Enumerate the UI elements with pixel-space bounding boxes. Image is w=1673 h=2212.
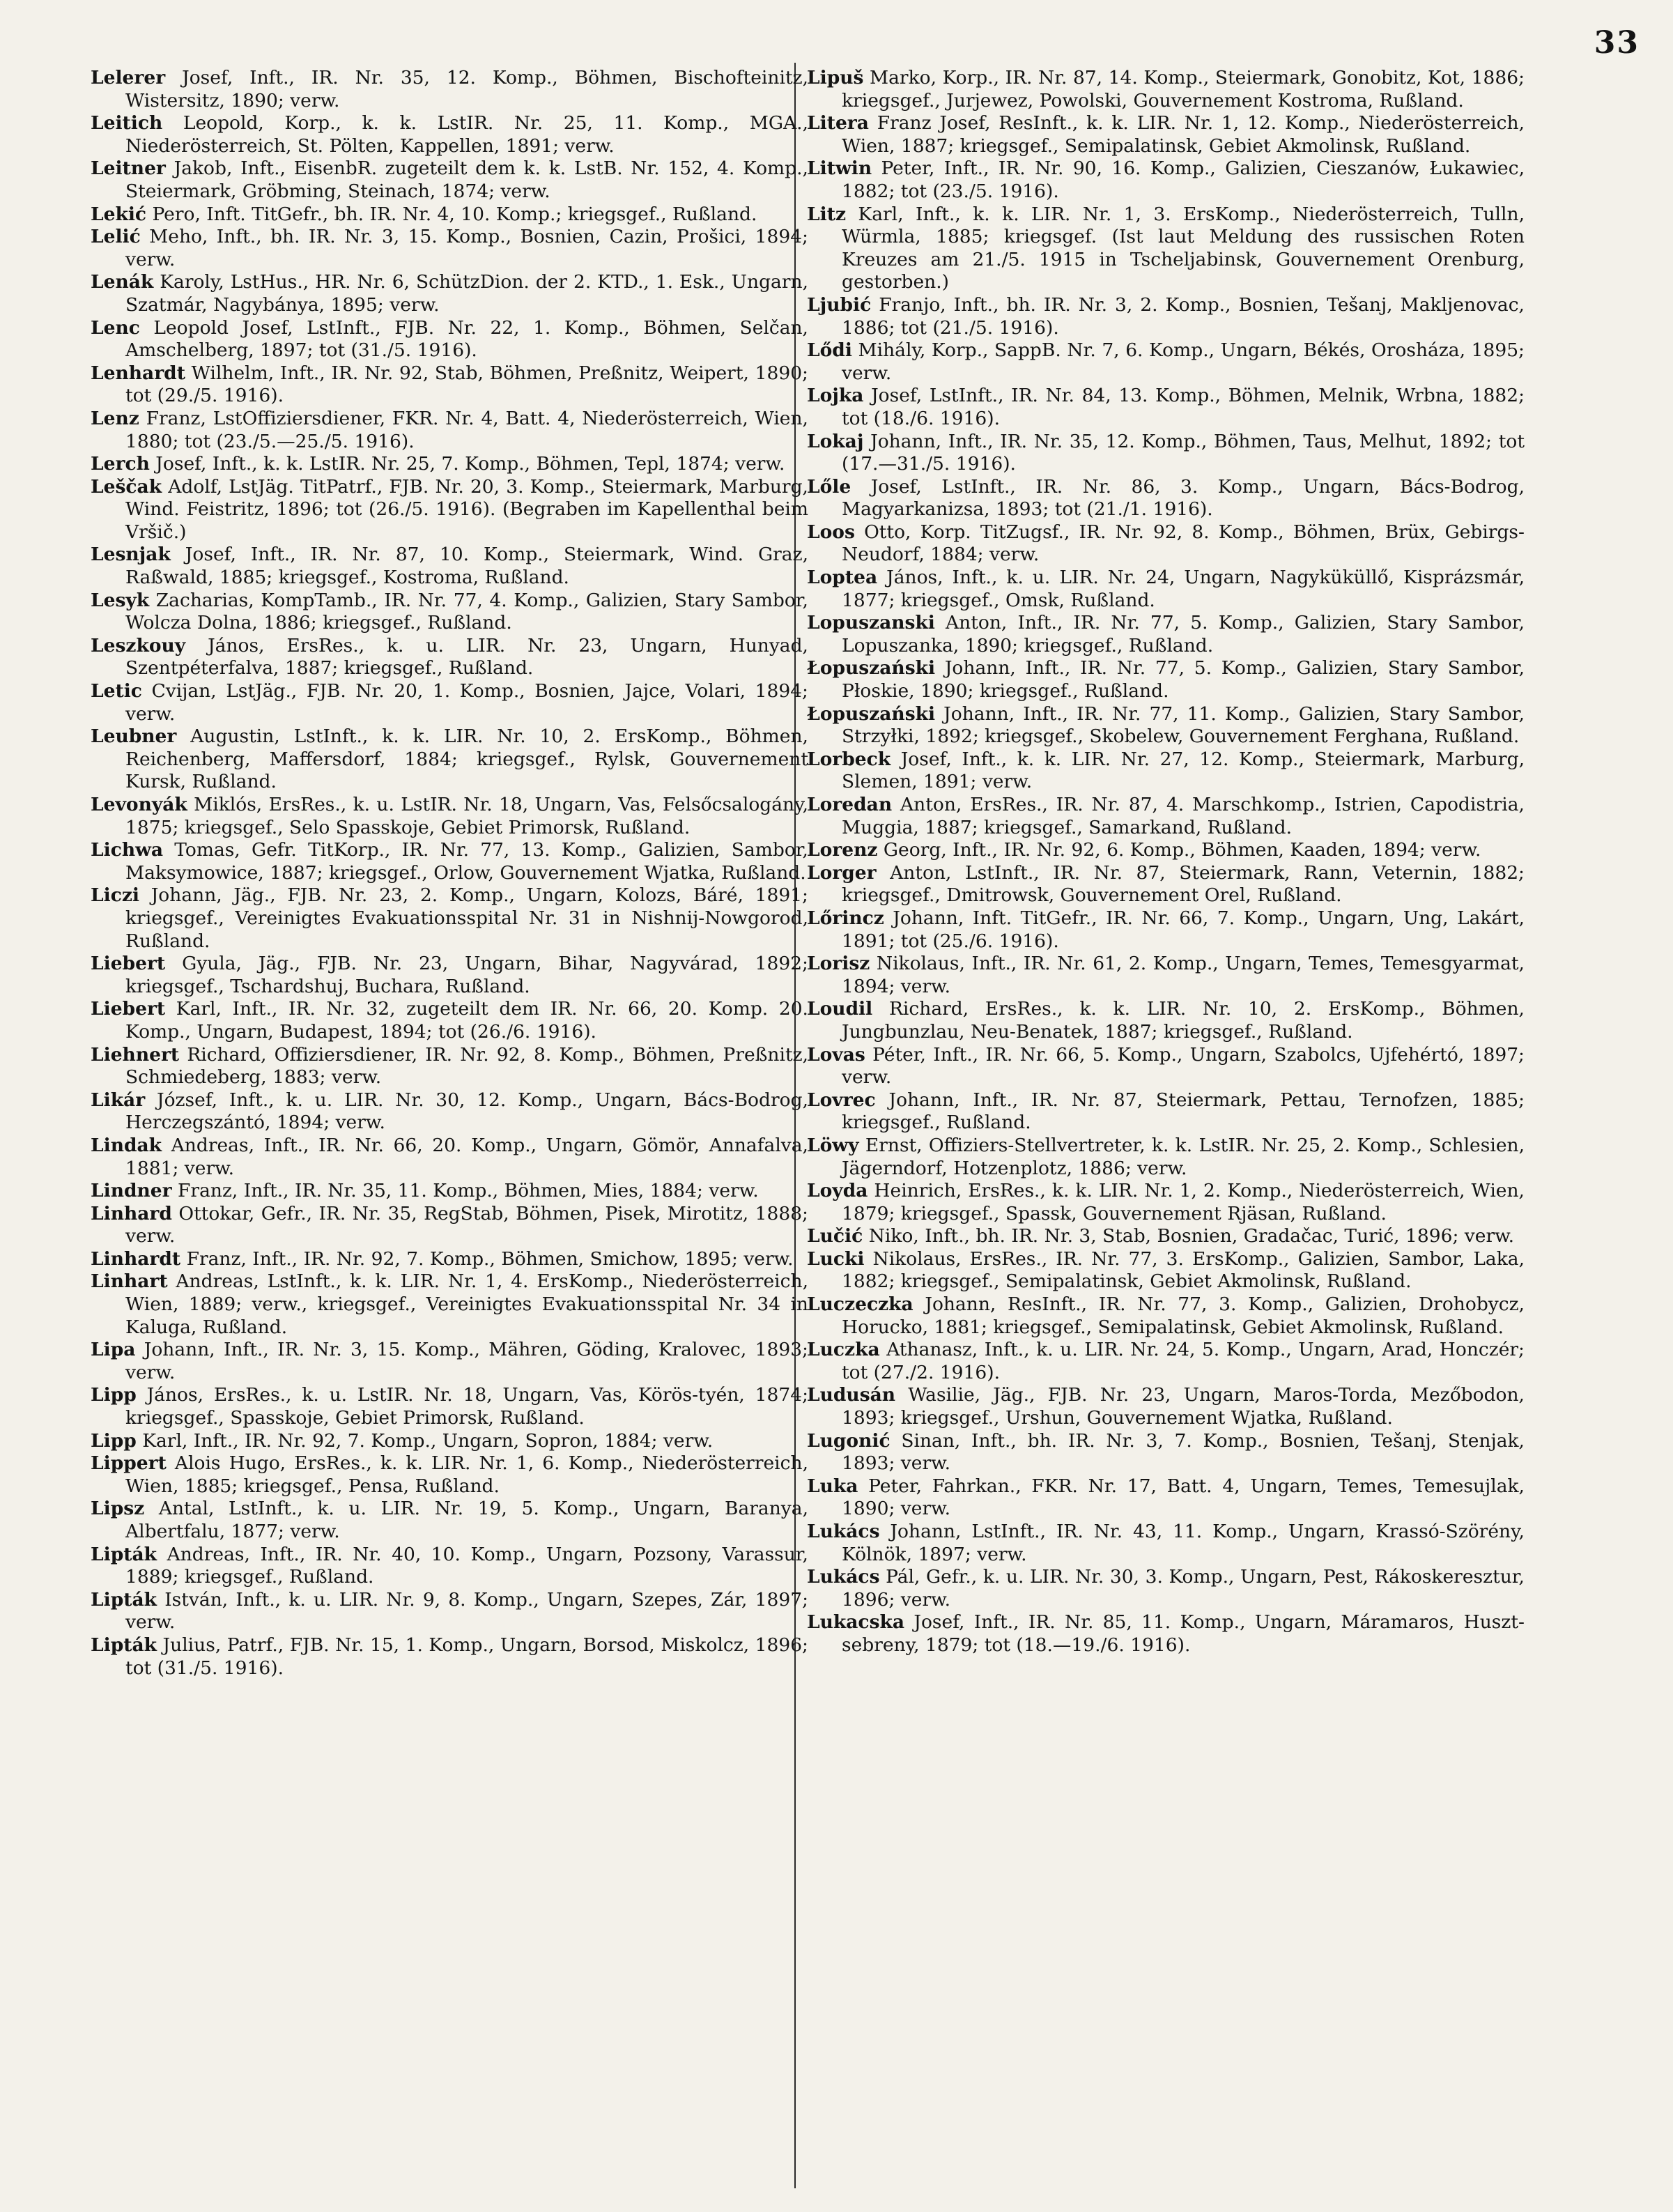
entry-details: Anton, LstInft., IR. Nr. 87, Steiermark, Rann, Veternin, 1882; kriegsgef., Dmitrowsk, Gouvernement Orel, Rußland.: [842, 861, 1525, 907]
entry-details: Franz, Inft., IR. Nr. 92, 7. Komp., Böhmen, Smichow, 1895; verw.: [186, 1247, 794, 1270]
casualty-entry: [807, 431, 1525, 476]
casualty-entry: [807, 385, 1525, 430]
casualty-entry: [91, 1384, 808, 1429]
casualty-entry: [91, 476, 808, 544]
entry-details: Niko, Inft., bh. IR. Nr. 3, Stab, Bosnien, Gradačac, Turić, 1896; verw.: [868, 1225, 1515, 1247]
entry-surname: Lődi: [807, 339, 852, 362]
casualty-entry: [807, 1044, 1525, 1089]
casualty-entry: [807, 1180, 1525, 1225]
entry-details: Nikolaus, ErsRes., IR. Nr. 77, 3. ErsKomp., Galizien, Sambor, Laka, 1882; kriegsgef., Semipalatinsk, Gebiet Akmolinsk, Rußland.: [842, 1247, 1525, 1293]
casualty-entry: [91, 544, 808, 589]
entry-surname: Lukacska: [807, 1611, 905, 1634]
entry-details: József, Inft., k. u. LIR. Nr. 30, 12. Komp., Ungarn, Bács-Bodrog, Herczegszántó, 1894; verw.: [125, 1089, 808, 1134]
casualty-entry: [807, 1430, 1525, 1475]
casualty-entry: [807, 907, 1525, 953]
casualty-entry: [807, 1293, 1525, 1339]
entry-surname: Lelić: [91, 226, 141, 248]
entry-details: János, ErsRes., k. u. LstIR. Nr. 18, Ungarn, Vas, Körös-tyén, 1874; kriegsgef., Spasskoje, Gebiet Primorsk, Rußland.: [125, 1384, 808, 1429]
entry-details: János, Inft., k. u. LIR. Nr. 24, Ungarn, Nagyküküllő, Kisprázsmár, 1877; kriegsgef., Omsk, Rußland.: [842, 567, 1525, 611]
entry-surname: Liebert: [91, 998, 166, 1020]
casualty-entry: [807, 1611, 1525, 1657]
casualty-entry: [91, 203, 808, 226]
entry-surname: Luka: [807, 1475, 858, 1497]
casualty-entry: [807, 1475, 1525, 1521]
casualty-entry: [91, 839, 808, 884]
casualty-entry: [91, 408, 808, 453]
casualty-entry: [91, 635, 808, 680]
entry-surname: Lipták: [91, 1588, 157, 1611]
entry-details: Karoly, LstHus., HR. Nr. 6, SchützDion. der 2. KTD., 1. Esk., Ungarn, Szatmár, Nagybánya, 1895; verw.: [125, 271, 808, 316]
casualty-entry: [91, 1203, 808, 1248]
casualty-entry: [91, 1248, 808, 1271]
casualty-entry: [91, 1339, 808, 1384]
entry-details: Johann, ResInft., IR. Nr. 77, 3. Komp., Galizien, Drohobycz, Horucko, 1881; kriegsgef., Semipalatinsk, Gebiet Akmolinsk, Rußland.: [842, 1293, 1525, 1338]
entry-details: Wilhelm, Inft., IR. Nr. 92, Stab, Böhmen, Preßnitz, Weipert, 1890; tot (29./5. 1916).: [125, 362, 808, 407]
entry-surname: Lopuszanski: [807, 612, 935, 634]
casualty-entry: [807, 839, 1525, 862]
entry-details: Johann, LstInft., IR. Nr. 43, 11. Komp., Ungarn, Krassó-Szörény, Kölnök, 1897; verw.: [842, 1521, 1525, 1565]
entry-details: Pál, Gefr., k. u. LIR. Nr. 30, 3. Komp., Ungarn, Pest, Rákoskeresztur, 1896; verw.: [842, 1566, 1525, 1611]
entry-surname: Lipuš: [807, 67, 864, 89]
casualty-entry: [807, 476, 1525, 521]
casualty-entry: [91, 317, 808, 362]
entry-details: Josef, Inft., IR. Nr. 87, 10. Komp., Steiermark, Wind. Graz, Raßwald, 1885; kriegsgef., Kostroma, Rußland.: [125, 544, 808, 589]
casualty-entry: [807, 1521, 1525, 1566]
entry-details: Ernst, Offiziers-Stellvertreter, k. k. LstIR. Nr. 25, 2. Komp., Schlesien, Jägerndorf, Hotzenplotz, 1886; verw.: [842, 1134, 1525, 1179]
entry-surname: Lugonić: [807, 1429, 891, 1452]
entry-surname: Leitner: [91, 158, 166, 180]
entry-surname: Lelerer: [91, 67, 166, 89]
casualty-entry: [91, 953, 808, 998]
casualty-entry: [91, 590, 808, 635]
entry-details: Antal, LstInft., k. u. LIR. Nr. 19, 5. Komp., Ungarn, Baranya, Albertfalu, 1877; verw.: [125, 1498, 808, 1542]
casualty-entry: [807, 521, 1525, 567]
casualty-entry: [91, 1270, 808, 1339]
casualty-entry: [807, 1225, 1525, 1248]
casualty-entry: [807, 794, 1525, 839]
entry-surname: Loyda: [807, 1180, 868, 1202]
entry-details: Péter, Inft., IR. Nr. 66, 5. Komp., Ungarn, Szabolcs, Ujfehértó, 1897; verw.: [842, 1043, 1525, 1089]
entry-surname: Letic: [91, 680, 142, 702]
entry-surname: Luczeczka: [807, 1293, 913, 1316]
entry-surname: Lenc: [91, 316, 140, 339]
entry-details: Josef, LstInft., IR. Nr. 86, 3. Komp., Ungarn, Bács-Bodrog, Magyarkanizsa, 1893; tot (21./1. 1916).: [842, 475, 1525, 521]
entry-details: Josef, Inft., IR. Nr. 85, 11. Komp., Ungarn, Máramaros, Husztsebreny, 1879; tot (18.—19./6. 1916).: [842, 1611, 1525, 1656]
entry-surname: Lorenz: [807, 839, 878, 861]
entry-surname: Lekić: [91, 203, 147, 225]
entry-details: János, ErsRes., k. u. LIR. Nr. 23, Ungarn, Hunyad, Szentpéterfalva, 1887; kriegsgef., Rußland.: [125, 634, 808, 679]
casualty-entry: [807, 1135, 1525, 1180]
entry-surname: Litwin: [807, 158, 872, 180]
entry-surname: Lojka: [807, 385, 864, 407]
entry-details: Josef, Inft., k. k. LstIR. Nr. 25, 7. Komp., Böhmen, Tepl, 1874; verw.: [155, 453, 785, 475]
entry-surname: Leščak: [91, 475, 162, 498]
entry-surname: Lorbeck: [807, 748, 891, 770]
entry-surname: Lőrincz: [807, 907, 884, 929]
casualty-entry: [807, 862, 1525, 907]
entry-surname: Levonyák: [91, 794, 187, 815]
entry-surname: Leitich: [91, 112, 163, 135]
entry-surname: Lukács: [807, 1521, 880, 1542]
entry-surname: Lukács: [807, 1566, 880, 1588]
entry-surname: Lipsz: [91, 1498, 145, 1520]
entry-details: Johann, Inft. TitGefr., IR. Nr. 66, 7. Komp., Ungarn, Ung, Lakárt, 1891; tot (25./6. 1916).: [842, 907, 1525, 952]
entry-details: Meho, Inft., bh. IR. Nr. 3, 15. Komp., Bosnien, Cazin, Prošici, 1894; verw.: [125, 226, 808, 270]
casualty-entry: [807, 1384, 1525, 1429]
entry-details: Miklós, ErsRes., k. u. LstIR. Nr. 18, Ungarn, Vas, Felsőcsalogány, 1875; kriegsgef., Selo Spasskoje, Gebiet Primorsk, Rußland.: [125, 794, 808, 838]
entry-details: Nikolaus, Inft., IR. Nr. 61, 2. Komp., Ungarn, Temes, Temesgyarmat, 1894; verw.: [842, 953, 1525, 997]
entry-surname: Ludusán: [807, 1384, 896, 1406]
casualty-entry: [91, 1634, 808, 1680]
entry-surname: Lučić: [807, 1225, 863, 1247]
entry-details: Anton, ErsRes., IR. Nr. 87, 4. Marschkomp., Istrien, Capodistria, Muggia, 1887; kriegsgef., Samarkand, Rußland.: [842, 794, 1525, 838]
entry-details: Ottokar, Gefr., IR. Nr. 35, RegStab, Böhmen, Pisek, Mirotitz, 1888; verw.: [125, 1202, 808, 1247]
entry-details: Wasilie, Jäg., FJB. Nr. 23, Ungarn, Maros-Torda, Mezőbodon, 1893; kriegsgef., Urshun, Gouvernement Wjatka, Rußland.: [842, 1384, 1525, 1429]
casualty-entry: [807, 1089, 1525, 1135]
entry-details: Franz, LstOffiziersdiener, FKR. Nr. 4, Batt. 4, Niederösterreich, Wien, 1880; tot (23./5.—25./5. 1916).: [125, 407, 808, 452]
casualty-entry: [807, 203, 1525, 294]
entry-details: Peter, Fahrkan., FKR. Nr. 17, Batt. 4, Ungarn, Temes, Temesujlak, 1890; verw.: [842, 1475, 1525, 1520]
right-column: [807, 67, 1525, 2186]
entry-details: Athanasz, Inft., k. u. LIR. Nr. 24, 5. Komp., Ungarn, Arad, Honczér; tot (27./2. 1916).: [842, 1339, 1525, 1383]
entry-details: Cvijan, LstJäg., FJB. Nr. 20, 1. Komp., Bosnien, Jajce, Volari, 1894; verw.: [125, 680, 808, 725]
entry-details: Gyula, Jäg., FJB. Nr. 23, Ungarn, Bihar, Nagyvárad, 1892; kriegsgef., Tschardshuj, Buchara, Rußland.: [125, 953, 808, 997]
entry-details: Julius, Patrf., FJB. Nr. 15, 1. Komp., Ungarn, Borsod, Miskolcz, 1896; tot (31./5. 1916).: [125, 1634, 808, 1679]
casualty-entry: [91, 1180, 808, 1203]
entry-surname: Lenák: [91, 271, 154, 293]
entry-details: Josef, LstInft., IR. Nr. 84, 13. Komp., Böhmen, Melnik, Wrbna, 1882; tot (18./6. 1916).: [842, 385, 1525, 429]
entry-surname: Litz: [807, 203, 846, 225]
entry-surname: Lőle: [807, 475, 851, 498]
entry-details: Franz Josef, ResInft., k. k. LIR. Nr. 1, 12. Komp., Niederösterreich, Wien, 1887; kriegsgef., Semipalatinsk, Gebiet Akmolinsk, Rußland.: [842, 112, 1525, 157]
casualty-entry: [91, 680, 808, 725]
entry-surname: Likár: [91, 1089, 146, 1111]
entry-surname: Luczka: [807, 1339, 880, 1361]
casualty-entry: [807, 998, 1525, 1043]
entry-surname: Lesnjak: [91, 544, 171, 566]
entry-details: Franz, Inft., IR. Nr. 35, 11. Komp., Böhmen, Mies, 1884; verw.: [178, 1180, 759, 1202]
casualty-entry: [91, 67, 808, 112]
entry-surname: Lichwa: [91, 839, 164, 861]
entry-surname: Lerch: [91, 453, 150, 475]
entry-surname: Loos: [807, 521, 855, 543]
entry-surname: Lindner: [91, 1180, 172, 1202]
entry-details: Mihály, Korp., SappB. Nr. 7, 6. Komp., Ungarn, Békés, Orosháza, 1895; verw.: [842, 339, 1525, 384]
entry-details: Johann, Inft., IR. Nr. 77, 5. Komp., Galizien, Stary Sambor, Płoskie, 1890; kriegsgef., Rußland.: [842, 657, 1525, 702]
entry-details: Johann, Inft., IR. Nr. 3, 15. Komp., Mähren, Göding, Kralovec, 1893; verw.: [125, 1339, 808, 1383]
entry-details: Johann, Jäg., FJB. Nr. 23, 2. Komp., Ungarn, Kolozs, Báré, 1891; kriegsgef., Vereinigtes Evakuationsspital Nr. 31 in Nishnij-Nowgorod, Rußland.: [125, 884, 808, 952]
entry-details: Leopold, Korp., k. k. LstIR. Nr. 25, 11. Komp., MGA., Niederösterreich, St. Pölten, Kappellen, 1891; verw.: [125, 112, 808, 157]
entry-details: Franjo, Inft., bh. IR. Nr. 3, 2. Komp., Bosnien, Tešanj, Makljenovac, 1886; tot (21./5. 1916).: [842, 293, 1525, 339]
entry-details: Andreas, Inft., IR. Nr. 66, 20. Komp., Ungarn, Gömör, Annafalva, 1881; verw.: [125, 1134, 808, 1179]
entry-details: Sinan, Inft., bh. IR. Nr. 3, 7. Komp., Bosnien, Tešanj, Stenjak, 1893; verw.: [842, 1429, 1525, 1475]
entry-details: Josef, Inft., IR. Nr. 35, 12. Komp., Böhmen, Bischofteinitz, Wistersitz, 1890; verw.: [125, 67, 808, 112]
entry-details: Andreas, Inft., IR. Nr. 40, 10. Komp., Ungarn, Pozsony, Varassur, 1889; kriegsgef., Rußland.: [125, 1543, 808, 1588]
casualty-entry: [807, 1566, 1525, 1611]
entry-surname: Lipp: [91, 1384, 137, 1406]
casualty-entry: [807, 703, 1525, 748]
entry-surname: Lesyk: [91, 589, 150, 611]
entry-details: Heinrich, ErsRes., k. k. LIR. Nr. 1, 2. Komp., Niederösterreich, Wien, 1879; kriegsgef., Spassk, Gouvernement Rjäsan, Rußland.: [842, 1180, 1525, 1224]
entry-surname: Loredan: [807, 794, 893, 815]
casualty-entry: [91, 1430, 808, 1453]
entry-details: Alois Hugo, ErsRes., k. k. LIR. Nr. 1, 6. Komp., Niederösterreich, Wien, 1885; kriegsgef., Pensa, Rußland.: [125, 1452, 808, 1497]
casualty-entry: [807, 748, 1525, 794]
entry-details: Anton, Inft., IR. Nr. 77, 5. Komp., Galizien, Stary Sambor, Lopuszanka, 1890; kriegsgef., Rußland.: [842, 612, 1525, 656]
entry-details: Zacharias, KompTamb., IR. Nr. 77, 4. Komp., Galizien, Stary Sambor, Wolcza Dolna, 1886; kriegsgef., Rußland.: [125, 589, 808, 634]
entry-surname: Łopuszański: [807, 702, 936, 725]
casualty-entry: [91, 998, 808, 1043]
entry-details: Richard, Offiziersdiener, IR. Nr. 92, 8. Komp., Böhmen, Preßnitz, Schmiedeberg, 1883; verw.: [125, 1043, 808, 1089]
entry-details: Richard, ErsRes., k. k. LIR. Nr. 10, 2. ErsKomp., Böhmen, Jungbunzlau, Neu-Benatek, 1887; kriegsgef., Rußland.: [842, 998, 1525, 1043]
casualty-entry: [91, 158, 808, 203]
entry-details: Karl, Inft., IR. Nr. 92, 7. Komp., Ungarn, Sopron, 1884; verw.: [142, 1429, 714, 1452]
entry-details: István, Inft., k. u. LIR. Nr. 9, 8. Komp., Ungarn, Szepes, Zár, 1897; verw.: [125, 1588, 808, 1634]
entry-surname: Leszkouy: [91, 634, 186, 656]
casualty-entry: [91, 1498, 808, 1543]
entry-surname: Lenz: [91, 407, 139, 429]
entry-details: Pero, Inft. TitGefr., bh. IR. Nr. 4, 10. Komp.; kriegsgef., Rußland.: [152, 203, 757, 225]
entry-surname: Lorisz: [807, 953, 870, 975]
page-number: 33: [1594, 25, 1640, 61]
entry-surname: Lipa: [91, 1339, 136, 1361]
casualty-entry: [91, 453, 808, 476]
entry-details: Georg, Inft., IR. Nr. 92, 6. Komp., Böhmen, Kaaden, 1894; verw.: [883, 839, 1481, 861]
entry-surname: Lindak: [91, 1134, 162, 1156]
entry-details: Josef, Inft., k. k. LIR. Nr. 27, 12. Komp., Steiermark, Marburg, Slemen, 1891; verw.: [842, 748, 1525, 793]
casualty-entry: [807, 67, 1525, 112]
casualty-entry: [91, 1044, 808, 1089]
casualty-entry: [91, 794, 808, 839]
entry-surname: Liebert: [91, 953, 166, 975]
entry-details: Johann, Inft., IR. Nr. 87, Steiermark, Pettau, Ternofzen, 1885; kriegsgef., Rußland.: [842, 1089, 1525, 1134]
entry-surname: Lipták: [91, 1634, 157, 1656]
casualty-entry: [91, 1089, 808, 1135]
casualty-entry: [91, 1544, 808, 1589]
casualty-entry: [807, 567, 1525, 612]
casualty-entry: [807, 953, 1525, 998]
casualty-entry: [91, 226, 808, 271]
entry-surname: Liehnert: [91, 1043, 180, 1066]
entry-details: Jakob, Inft., EisenbR. zugeteilt dem k. k. LstB. Nr. 152, 4. Komp., Steiermark, Gröbming, Steinach, 1874; verw.: [125, 158, 808, 202]
entry-surname: Łopuszański: [807, 657, 936, 679]
entry-details: Andreas, LstInft., k. k. LIR. Nr. 1, 4. ErsKomp., Niederösterreich, Wien, 1889; verw., kriegsgef., Vereinigtes Evakuationsspital Nr. 34 in Kaluga, Rußland.: [125, 1270, 808, 1338]
entry-surname: Linhardt: [91, 1247, 181, 1270]
entry-details: Karl, Inft., k. k. LIR. Nr. 1, 3. ErsKomp., Niederösterreich, Tulln, Würmla, 1885; kriegsgef. (Ist laut Meldung des russischen Roten Kreuzes am 21./5. 1915 in Tscheljabinsk, Gouvernement Orenburg, gestorben.): [842, 203, 1525, 293]
entry-surname: Löwy: [807, 1134, 859, 1156]
entry-surname: Lucki: [807, 1247, 865, 1270]
casualty-entry: [91, 1589, 808, 1634]
casualty-entry: [91, 1135, 808, 1180]
entry-surname: Linhart: [91, 1270, 168, 1293]
entry-details: Augustin, LstInft., k. k. LIR. Nr. 10, 2. ErsKomp., Böhmen, Reichenberg, Maffersdorf, 1884; kriegsgef., Rylsk, Gouvernement Kursk, Rußland.: [125, 725, 808, 793]
entry-details: Leopold Josef, LstInft., FJB. Nr. 22, 1. Komp., Böhmen, Selčan, Amschelberg, 1897; tot (31./5. 1916).: [125, 316, 808, 362]
entry-details: Tomas, Gefr. TitKorp., IR. Nr. 77, 13. Komp., Galizien, Sambor, Maksymowice, 1887; kriegsgef., Orlow, Gouvernement Wjatka, Rußland.: [125, 839, 808, 884]
casualty-entry: [91, 271, 808, 316]
entry-surname: Litera: [807, 112, 869, 135]
casualty-entry: [807, 112, 1525, 158]
entry-surname: Linhard: [91, 1202, 172, 1224]
casualty-entry: [807, 158, 1525, 203]
casualty-entry: [807, 1339, 1525, 1384]
casualty-entry: [91, 1452, 808, 1498]
entry-details: Otto, Korp. TitZugsf., IR. Nr. 92, 8. Komp., Böhmen, Brüx, Gebirgs-Neudorf, 1884; verw.: [842, 521, 1525, 566]
left-column: [91, 67, 808, 2186]
casualty-entry: [807, 294, 1525, 339]
casualty-entry: [807, 339, 1525, 385]
entry-surname: Lippert: [91, 1452, 167, 1475]
casualty-entry: [807, 1248, 1525, 1293]
entry-details: Johann, Inft., IR. Nr. 35, 12. Komp., Böhmen, Taus, Melhut, 1892; tot (17.—31./5. 1916).: [842, 430, 1525, 475]
casualty-entry: [807, 657, 1525, 702]
entry-surname: Lipp: [91, 1429, 137, 1452]
entry-surname: Lorger: [807, 861, 877, 884]
casualty-entry: [807, 612, 1525, 657]
entry-details: Adolf, LstJäg. TitPatrf., FJB. Nr. 20, 3. Komp., Steiermark, Marburg, Wind. Feistritz, 1896; tot (26./5. 1916). (Begraben im Kapellenthal beim Vršič.): [125, 475, 808, 543]
entry-details: Peter, Inft., IR. Nr. 90, 16. Komp., Galizien, Cieszanów, Łukawiec, 1882; tot (23./5. 1916).: [842, 158, 1525, 202]
entry-surname: Lovrec: [807, 1089, 876, 1111]
casualty-entry: [91, 112, 808, 158]
entry-surname: Lenhardt: [91, 362, 185, 384]
entry-details: Johann, Inft., IR. Nr. 77, 11. Komp., Galizien, Stary Sambor, Strzyłki, 1892; kriegsgef., Skobelew, Gouvernement Ferghana, Rußland.: [842, 702, 1525, 748]
entry-surname: Lovas: [807, 1043, 865, 1066]
entry-surname: Lokaj: [807, 430, 864, 452]
entry-surname: Leubner: [91, 725, 177, 748]
entry-surname: Lipták: [91, 1543, 157, 1565]
entry-surname: Loptea: [807, 567, 878, 589]
entry-surname: Liczi: [91, 884, 139, 907]
entry-details: Karl, Inft., IR. Nr. 32, zugeteilt dem IR. Nr. 66, 20. Komp. 20. Komp., Ungarn, Budapest, 1894; tot (26./6. 1916).: [125, 998, 808, 1043]
casualty-entry: [91, 362, 808, 408]
casualty-entry: [91, 884, 808, 953]
casualty-entry: [91, 725, 808, 794]
entry-details: Marko, Korp., IR. Nr. 87, 14. Komp., Steiermark, Gonobitz, Kot, 1886; kriegsgef., Jurjewez, Powolski, Gouvernement Kostroma, Rußland.: [842, 67, 1525, 112]
entry-surname: Loudil: [807, 998, 873, 1020]
entry-surname: Ljubić: [807, 293, 872, 316]
